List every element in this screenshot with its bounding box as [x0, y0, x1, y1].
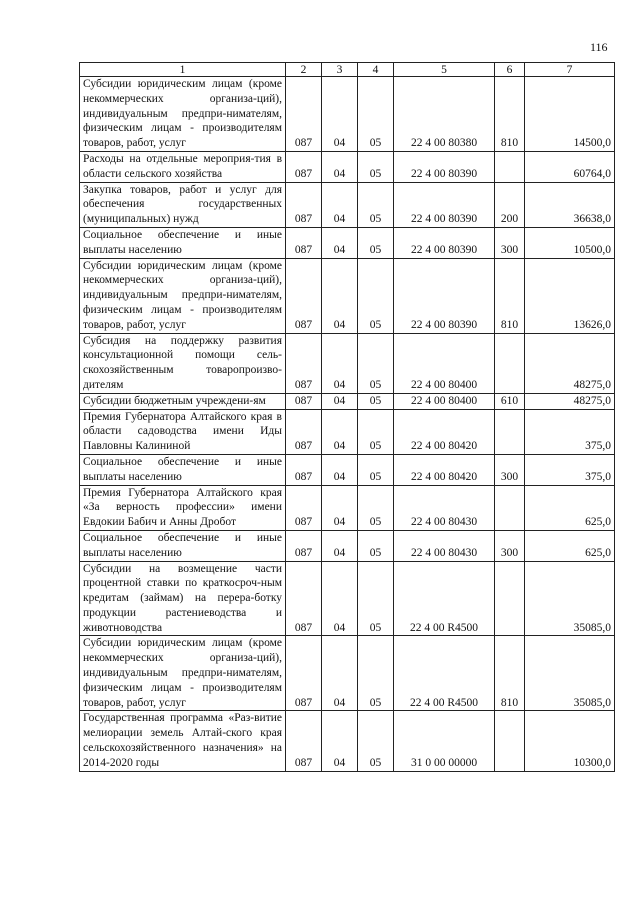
- section-cell: 04: [322, 636, 358, 711]
- subsection-cell: 05: [358, 530, 394, 561]
- table-row: [80, 227, 615, 258]
- expense-type-cell: 200: [495, 182, 525, 227]
- section-cell: 04: [322, 530, 358, 561]
- expense-type-cell: [495, 333, 525, 393]
- amount-cell: 625,0: [525, 530, 615, 561]
- target-article-cell: 22 4 00 80390: [394, 182, 495, 227]
- amount-cell: 35085,0: [525, 561, 615, 636]
- row-name-cell: Закупка товаров, работ и услуг для обеспечения государственных (муниципальных) нужд: [80, 182, 286, 227]
- row-name-cell: Субсидии на возмещение части процентной ставки по краткосроч-ным кредитам (займам) на перера-ботку продукции растениеводства и животноводства: [80, 561, 286, 636]
- expense-type-cell: [495, 151, 525, 182]
- section-cell: 04: [322, 151, 358, 182]
- row-name-cell: Социальное обеспечение и иные выплаты населению: [80, 530, 286, 561]
- admin-code-cell: 087: [286, 711, 322, 771]
- table-row: [80, 258, 615, 333]
- amount-cell: 10300,0: [525, 711, 615, 771]
- subsection-cell: 05: [358, 227, 394, 258]
- expense-type-cell: [495, 485, 525, 530]
- row-name-cell: Премия Губернатора Алтайского края «За верность профессии» имени Евдокии Бабич и Анны Дробот: [80, 485, 286, 530]
- target-article-cell: 22 4 00 R4500: [394, 561, 495, 636]
- admin-code-cell: 087: [286, 77, 322, 152]
- subsection-cell: 05: [358, 393, 394, 409]
- column-header: 6: [495, 63, 525, 77]
- admin-code-cell: 087: [286, 561, 322, 636]
- section-cell: 04: [322, 409, 358, 454]
- table-header-row: [80, 63, 615, 77]
- column-header: 3: [322, 63, 358, 77]
- admin-code-cell: 087: [286, 258, 322, 333]
- section-cell: 04: [322, 77, 358, 152]
- row-name-cell: Социальное обеспечение и иные выплаты населению: [80, 227, 286, 258]
- section-cell: 04: [322, 258, 358, 333]
- amount-cell: 14500,0: [525, 77, 615, 152]
- page-number: 116: [590, 40, 608, 54]
- section-cell: 04: [322, 393, 358, 409]
- subsection-cell: 05: [358, 182, 394, 227]
- table-row: [80, 333, 615, 393]
- subsection-cell: 05: [358, 454, 394, 485]
- admin-code-cell: 087: [286, 227, 322, 258]
- subsection-cell: 05: [358, 333, 394, 393]
- target-article-cell: 22 4 00 80390: [394, 258, 495, 333]
- expense-type-cell: [495, 409, 525, 454]
- amount-cell: 375,0: [525, 454, 615, 485]
- target-article-cell: 22 4 00 80380: [394, 77, 495, 152]
- column-header: 2: [286, 63, 322, 77]
- expense-type-cell: [495, 711, 525, 771]
- admin-code-cell: 087: [286, 636, 322, 711]
- table-row: [80, 636, 615, 711]
- column-header: 4: [358, 63, 394, 77]
- admin-code-cell: 087: [286, 182, 322, 227]
- amount-cell: 36638,0: [525, 182, 615, 227]
- table-row: [80, 151, 615, 182]
- subsection-cell: 05: [358, 485, 394, 530]
- section-cell: 04: [322, 333, 358, 393]
- target-article-cell: 22 4 00 80430: [394, 530, 495, 561]
- admin-code-cell: 087: [286, 454, 322, 485]
- section-cell: 04: [322, 227, 358, 258]
- target-article-cell: 31 0 00 00000: [394, 711, 495, 771]
- table-row: [80, 711, 615, 771]
- amount-cell: 60764,0: [525, 151, 615, 182]
- amount-cell: 10500,0: [525, 227, 615, 258]
- row-name-cell: Субсидии юридическим лицам (кроме некоммерческих организа-ций), индивидуальным предпри-нимателям, физическим лицам - производителям товаров, работ, услуг: [80, 258, 286, 333]
- section-cell: 04: [322, 485, 358, 530]
- budget-table: [79, 62, 615, 772]
- section-cell: 04: [322, 182, 358, 227]
- expense-type-cell: 610: [495, 393, 525, 409]
- target-article-cell: 22 4 00 80400: [394, 333, 495, 393]
- row-name-cell: Субсидии юридическим лицам (кроме некоммерческих организа-ций), индивидуальным предпри-нимателям, физическим лицам - производителям товаров, работ, услуг: [80, 77, 286, 152]
- admin-code-cell: 087: [286, 393, 322, 409]
- amount-cell: 375,0: [525, 409, 615, 454]
- target-article-cell: 22 4 00 R4500: [394, 636, 495, 711]
- admin-code-cell: 087: [286, 485, 322, 530]
- subsection-cell: 05: [358, 258, 394, 333]
- row-name-cell: Премия Губернатора Алтайского края в области садоводства имени Иды Павловны Калининой: [80, 409, 286, 454]
- target-article-cell: 22 4 00 80390: [394, 227, 495, 258]
- expense-type-cell: 810: [495, 77, 525, 152]
- table-row: [80, 409, 615, 454]
- subsection-cell: 05: [358, 151, 394, 182]
- expense-type-cell: 300: [495, 454, 525, 485]
- amount-cell: 48275,0: [525, 333, 615, 393]
- row-name-cell: Социальное обеспечение и иные выплаты населению: [80, 454, 286, 485]
- table-row: [80, 561, 615, 636]
- table-row: [80, 77, 615, 152]
- row-name-cell: Субсидии юридическим лицам (кроме некоммерческих организа-ций), индивидуальным предпри-нимателям, физическим лицам - производителям товаров, работ, услуг: [80, 636, 286, 711]
- expense-type-cell: 300: [495, 227, 525, 258]
- row-name-cell: Субсидии бюджетным учреждени-ям: [80, 393, 286, 409]
- column-header: 1: [80, 63, 286, 77]
- target-article-cell: 22 4 00 80400: [394, 393, 495, 409]
- expense-type-cell: 810: [495, 258, 525, 333]
- admin-code-cell: 087: [286, 530, 322, 561]
- target-article-cell: 22 4 00 80430: [394, 485, 495, 530]
- amount-cell: 625,0: [525, 485, 615, 530]
- admin-code-cell: 087: [286, 409, 322, 454]
- amount-cell: 48275,0: [525, 393, 615, 409]
- row-name-cell: Расходы на отдельные мероприя-тия в области сельского хозяйства: [80, 151, 286, 182]
- section-cell: 04: [322, 711, 358, 771]
- column-header: 7: [525, 63, 615, 77]
- table-row: [80, 393, 615, 409]
- table-row: [80, 530, 615, 561]
- amount-cell: 35085,0: [525, 636, 615, 711]
- expense-type-cell: 810: [495, 636, 525, 711]
- subsection-cell: 05: [358, 561, 394, 636]
- expense-type-cell: [495, 561, 525, 636]
- admin-code-cell: 087: [286, 151, 322, 182]
- target-article-cell: 22 4 00 80420: [394, 454, 495, 485]
- row-name-cell: Государственная программа «Раз-витие мелиорации земель Алтай-ского края сельскохозяйственного назначения» на 2014-2020 годы: [80, 711, 286, 771]
- subsection-cell: 05: [358, 409, 394, 454]
- table-row: [80, 485, 615, 530]
- admin-code-cell: 087: [286, 333, 322, 393]
- target-article-cell: 22 4 00 80420: [394, 409, 495, 454]
- target-article-cell: 22 4 00 80390: [394, 151, 495, 182]
- subsection-cell: 05: [358, 77, 394, 152]
- section-cell: 04: [322, 454, 358, 485]
- expense-type-cell: 300: [495, 530, 525, 561]
- row-name-cell: Субсидия на поддержку развития консультационной помощи сель-скохозяйственным товаропроизво-дителям: [80, 333, 286, 393]
- section-cell: 04: [322, 561, 358, 636]
- column-header: 5: [394, 63, 495, 77]
- subsection-cell: 05: [358, 636, 394, 711]
- subsection-cell: 05: [358, 711, 394, 771]
- amount-cell: 13626,0: [525, 258, 615, 333]
- table-row: [80, 454, 615, 485]
- table-row: [80, 182, 615, 227]
